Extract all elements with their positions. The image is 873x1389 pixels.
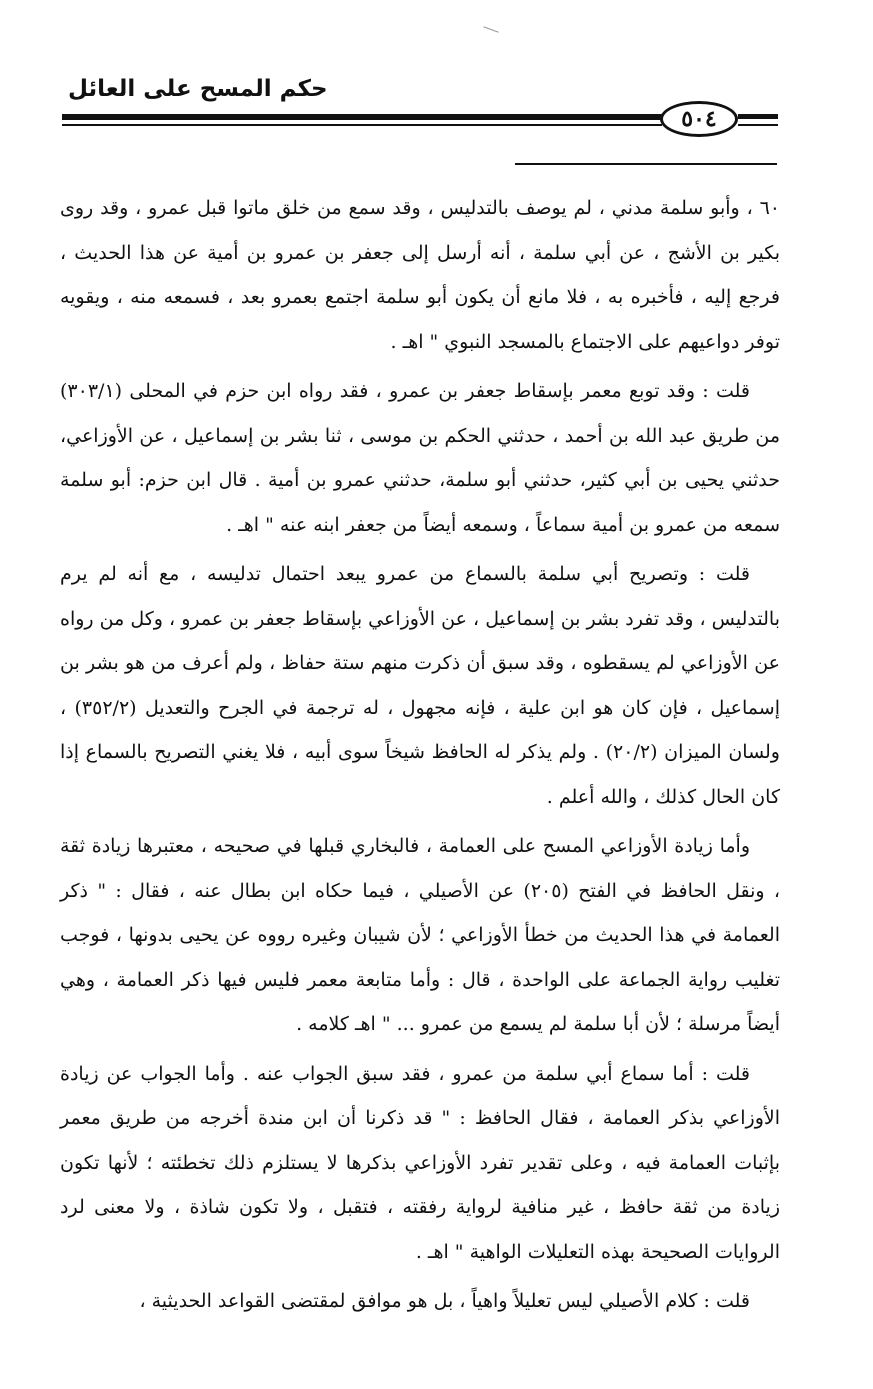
page-number: [660, 101, 738, 137]
header-rule-right-thin: [738, 124, 778, 126]
header-rule-thin: [62, 124, 662, 126]
body-text: [60, 186, 780, 1324]
paragraph-2: قلت : وقد توبع معمر بإسقاط جعفر بن عمرو ، فقد رواه ابن حزم في المحلى (٣٠٣/١) من طريق عبد الله بن أحمد ، حدثني الحكم بن موسى ، ثنا بشر بن إسماعيل ، عن الأوزاعي، حدثني يحيى بن أبي كثير، حدثني أبو سلمة، حدثني عمرو بن أمية . قال ابن حزم: أبو سلمة سمعه من عمرو بن أمية سماعاً ، وسمعه أيضاً من جعفر ابنه عنه " اهـ .: [60, 380, 780, 536]
paragraph-6: قلت : كلام الأصيلي ليس تعليلاً واهياً ، بل هو موافق لمقتضى القواعد الحديثية ،: [139, 1290, 750, 1312]
paragraph-1: ٦٠ ، وأبو سلمة مدني ، لم يوصف بالتدليس ، وقد سمع من خلق ماتوا قبل عمرو ، وقد روى بكير بن الأشج ، عن أبي سلمة ، أنه أرسل إلى جعفر بن عمرو بن أمية عن هذا الحديث ، فرجع إليه ، فأخبره به ، فلا مانع أن يكون أبو سلمة اجتمع بعمرو بعد ، فسمعه منه ، ويقويه توفر دواعيهم على الاجتماع بالمسجد النبوي " اهـ .: [60, 197, 780, 353]
running-title: حكم المسح على العائل: [68, 76, 328, 102]
paragraph-5: قلت : أما سماع أبي سلمة من عمرو ، فقد سبق الجواب عنه . وأما الجواب عن زيادة الأوزاعي بذكر العمامة ، فقال الحافظ : " قد ذكرنا أن ابن مندة أخرجه من طريق معمر بإثبات العمامة فيه ، وعلى تقدير تفرد الأوزاعي بذكرها لا يستلزم ذلك تخطئته ؛ لأنها تكون زيادة من ثقة حافظ ، غير منافية لرواية رفقته ، فتقبل ، ولا تكون شاذة ، ولا معنى لرد الروايات الصحيحة بهذه التعليلات الواهية " اهـ .: [60, 1062, 780, 1263]
header-rule-right-thick: [738, 114, 778, 119]
continuation-rule: [515, 163, 777, 165]
paragraph-3: قلت : وتصريح أبي سلمة بالسماع من عمرو يبعد احتمال تدليسه ، مع أنه لم يرم بالتدليس ، وقد تفرد بشر بن إسماعيل ، عن الأوزاعي بإسقاط جعفر بن عمرو ، وكل من رواه عن الأوزاعي لم يسقطوه ، وقد سبق أن ذكرت منهم ستة حفاظ ، ولم أعرف من هو بشر بن إسماعيل ، فإن كان هو ابن علية ، فإنه مجهول ، له ترجمة في الجرح والتعديل (٣٥٢/٢) ، ولسان الميزان (٢٠/٢) . ولم يذكر له الحافظ شيخاً سوى أبيه ، فلا يغني التصريح بالسماع إذا كان الحال كذلك ، والله أعلم .: [60, 563, 780, 808]
page-number-label: ٥٠٤: [681, 106, 717, 132]
header-rule-thick: [62, 114, 662, 120]
paragraph-4: وأما زيادة الأوزاعي المسح على العمامة ، فالبخاري قبلها في صحيحه ، معتبرها زيادة ثقة ، ونقل الحافظ في الفتح (٢٠٥) عن الأصيلي ، فيما حكاه ابن بطال عنه ، فقال : " ذكر العمامة في هذا الحديث من خطأ الأوزاعي ؛ لأن شيبان وغيره رووه عن يحيى بدونها ، فوجب تغليب رواية الجماعة على الواحدة ، قال : وأما متابعة معمر فليس فيها ذكر العمامة ، وهي أيضاً مرسلة ؛ لأن أبا سلمة لم يسمع من عمرو ... " اهـ كلامه .: [60, 835, 781, 1035]
scan-speck: [483, 26, 498, 32]
